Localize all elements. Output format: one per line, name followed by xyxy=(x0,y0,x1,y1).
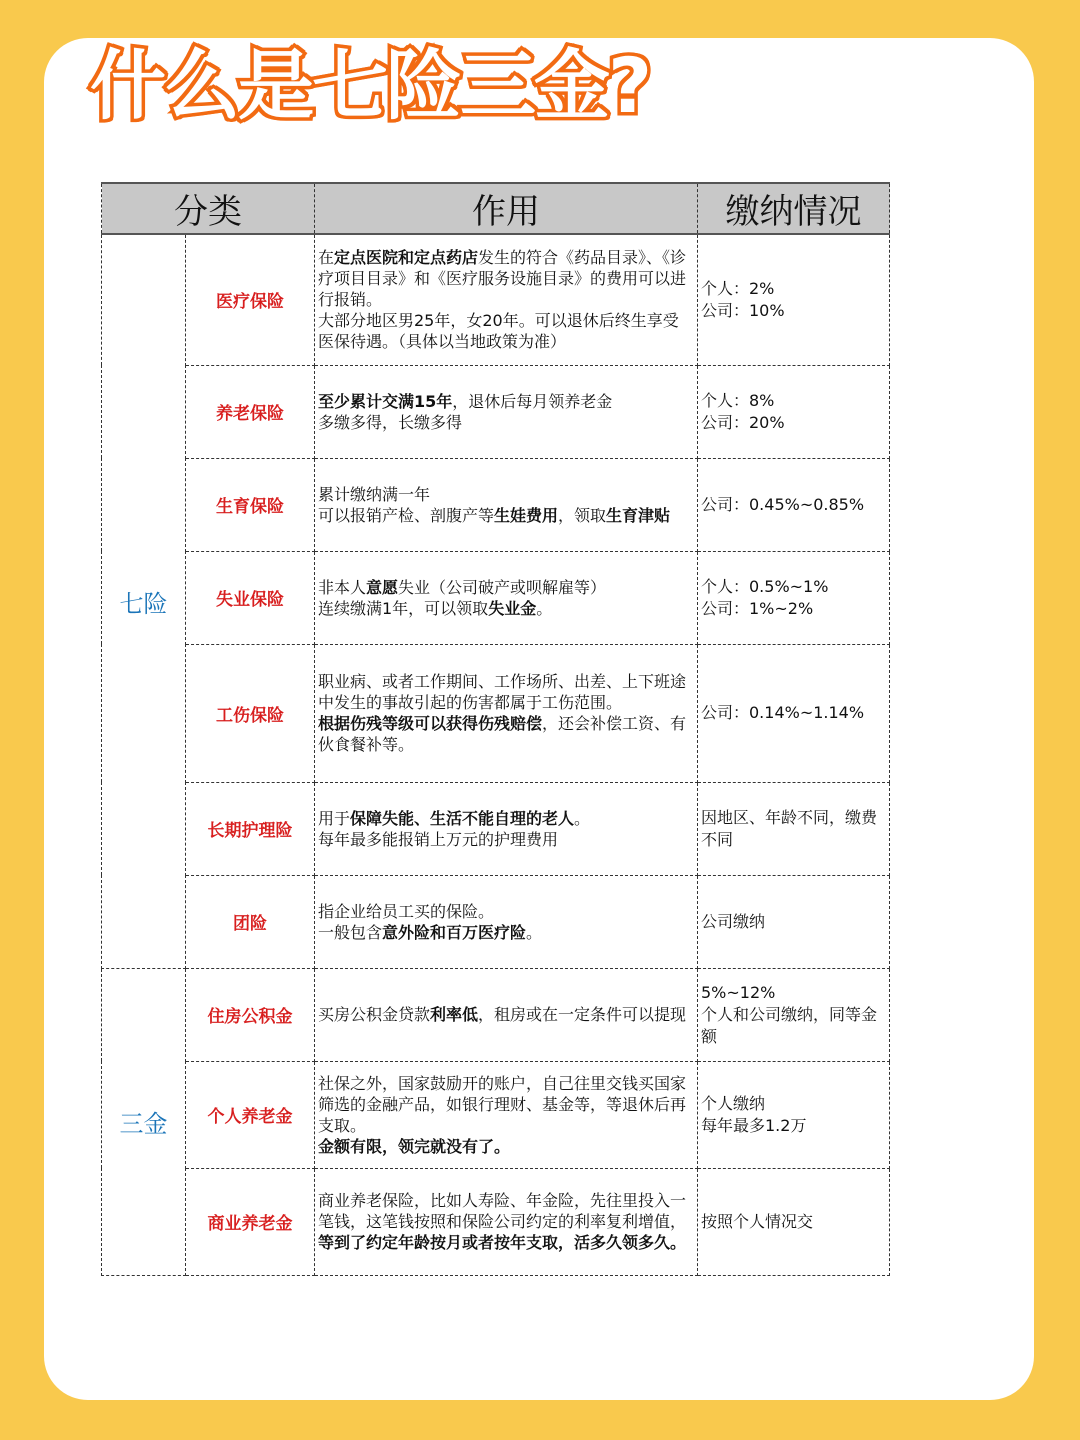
desc-cell xyxy=(315,968,698,1061)
table-row xyxy=(102,551,890,644)
desc-text: 可以报销产检、剖腹产等 xyxy=(318,505,495,525)
category-cell: 住房公积金 xyxy=(186,968,315,1061)
pay-cell xyxy=(698,1168,890,1275)
table-row xyxy=(102,234,890,365)
highlight-text: 定点医院和定点药店 xyxy=(334,248,479,268)
desc-text: ，领取 xyxy=(558,505,607,525)
desc-text: ，还会补偿工资、有伙食餐补等。 xyxy=(318,714,687,754)
desc-text: 在 xyxy=(318,248,335,268)
desc-cell xyxy=(315,365,698,458)
pay-cell xyxy=(698,968,890,1061)
desc-text: 多缴多得，长缴多得 xyxy=(318,412,463,432)
pay-line: 因地区、年龄不同，缴费不同 xyxy=(701,807,878,849)
pay-line: 公司缴纳 xyxy=(701,911,766,931)
highlight-text: 生育津贴 xyxy=(606,505,671,525)
header-category: 分类 xyxy=(102,183,315,234)
pay-cell xyxy=(698,782,890,875)
header-function: 作用 xyxy=(315,183,698,234)
desc-text: 买房公积金贷款 xyxy=(318,1005,431,1024)
desc-text: 连续缴满1年，可以领取 xyxy=(318,598,489,618)
pay-line: 个人和公司缴纳，同等金额 xyxy=(701,1004,878,1046)
desc-text: 一般包含 xyxy=(318,922,383,942)
table-row xyxy=(102,365,890,458)
pay-line: 个人：8% xyxy=(701,390,775,410)
pay-cell xyxy=(698,875,890,968)
category-cell: 商业养老金 xyxy=(186,1168,315,1275)
desc-text: ，租房或在一定条件可以提现 xyxy=(478,1005,687,1024)
group-sanjin: 三金 xyxy=(102,968,186,1275)
pay-line: 公司：20% xyxy=(701,412,785,432)
pay-line: 个人：2% xyxy=(701,278,775,298)
highlight-text: 意愿 xyxy=(366,577,399,597)
table-row xyxy=(102,1061,890,1168)
pay-cell xyxy=(698,551,890,644)
desc-text: 非本人 xyxy=(318,577,367,597)
desc-cell xyxy=(315,644,698,782)
table-row xyxy=(102,968,890,1061)
desc-cell xyxy=(315,1168,698,1275)
group-qixian: 七险 xyxy=(102,234,186,968)
highlight-text: 金额有限，领完就没有了。 xyxy=(318,1136,511,1156)
category-cell: 医疗保险 xyxy=(186,234,315,365)
category-cell: 工伤保险 xyxy=(186,644,315,782)
pay-line: 5%~12% xyxy=(701,982,776,1002)
pay-line: 个人：0.5%~1% xyxy=(701,576,829,596)
desc-cell xyxy=(315,458,698,551)
desc-cell xyxy=(315,1061,698,1168)
pay-cell xyxy=(698,1061,890,1168)
desc-text: 商业养老保险，比如人寿险、年金险，先往里投入一笔钱，这笔钱按照和保险公司约定的利率复利增值， xyxy=(318,1191,687,1231)
pay-cell xyxy=(698,458,890,551)
table-row xyxy=(102,782,890,875)
desc-cell xyxy=(315,234,698,365)
pay-cell xyxy=(698,234,890,365)
highlight-text: 生娃费用 xyxy=(494,505,559,525)
category-cell: 养老保险 xyxy=(186,365,315,458)
desc-text: 职业病、或者工作期间、工作场所、出差、上下班途中发生的事故引起的伤害都属于工伤范围。 xyxy=(318,672,687,712)
pay-cell xyxy=(698,644,890,782)
desc-text: 用于 xyxy=(318,808,351,828)
table-row xyxy=(102,458,890,551)
pay-line: 公司：10% xyxy=(701,300,785,320)
desc-text: 社保之外，国家鼓励开的账户，自己往里交钱买国家筛选的金融产品，如银行理财、基金等，等退休后再支取。 xyxy=(318,1073,687,1135)
desc-text: ，退休后每月领养老金 xyxy=(452,391,613,411)
desc-text: 。 xyxy=(526,922,543,942)
highlight-text: 至少累计交满15年 xyxy=(318,391,453,411)
table-row xyxy=(102,875,890,968)
pay-line: 按照个人情况交 xyxy=(701,1211,814,1231)
table-header-row xyxy=(102,183,890,234)
desc-text: 失业（公司破产或呗解雇等） xyxy=(398,577,607,597)
desc-text: 累计缴纳满一年 xyxy=(318,484,431,504)
highlight-text: 意外险和百万医疗险 xyxy=(382,922,527,942)
pay-cell xyxy=(698,365,890,458)
highlight-text: 等到了约定年龄按月或者按年支取，活多久领多久。 xyxy=(318,1233,687,1252)
insurance-table xyxy=(101,182,890,1276)
desc-text: 每年最多能报销上万元的护理费用 xyxy=(318,829,559,849)
pay-line: 每年最多1.2万 xyxy=(701,1115,807,1135)
desc-text: 发生的符合《药品目录》、《诊疗项目目录》和《医疗服务设施目录》的费用可以进行报销。 xyxy=(318,248,687,310)
highlight-text: 利率低 xyxy=(430,1005,479,1024)
highlight-text: 保障失能、生活不能自理的老人 xyxy=(350,808,575,828)
table-row xyxy=(102,644,890,782)
pay-line: 公司：1%~2% xyxy=(701,598,814,618)
pay-line: 公司：0.45%~0.85% xyxy=(701,494,865,514)
category-cell: 生育保险 xyxy=(186,458,315,551)
header-payment: 缴纳情况 xyxy=(698,183,890,234)
highlight-text: 根据伤残等级可以获得伤残赔偿 xyxy=(318,714,543,733)
desc-text: 。 xyxy=(574,808,591,828)
desc-text: 大部分地区男25年，女20年。可以退休后终生享受医保待遇。（具体以当地政策为准） xyxy=(318,311,679,352)
desc-text: 指企业给员工买的保险。 xyxy=(318,901,495,921)
desc-cell xyxy=(315,875,698,968)
desc-cell xyxy=(315,551,698,644)
pay-line: 公司：0.14%~1.14% xyxy=(701,703,865,722)
pay-line: 个人缴纳 xyxy=(701,1093,766,1113)
table-row xyxy=(102,1168,890,1275)
desc-cell xyxy=(315,782,698,875)
category-cell: 长期护理险 xyxy=(186,782,315,875)
desc-text: 。 xyxy=(536,598,553,618)
highlight-text: 失业金 xyxy=(488,598,537,618)
category-cell: 个人养老金 xyxy=(186,1061,315,1168)
category-cell: 失业保险 xyxy=(186,551,315,644)
page-title: 什么是七险三金? xyxy=(90,41,651,130)
category-cell: 团险 xyxy=(186,875,315,968)
